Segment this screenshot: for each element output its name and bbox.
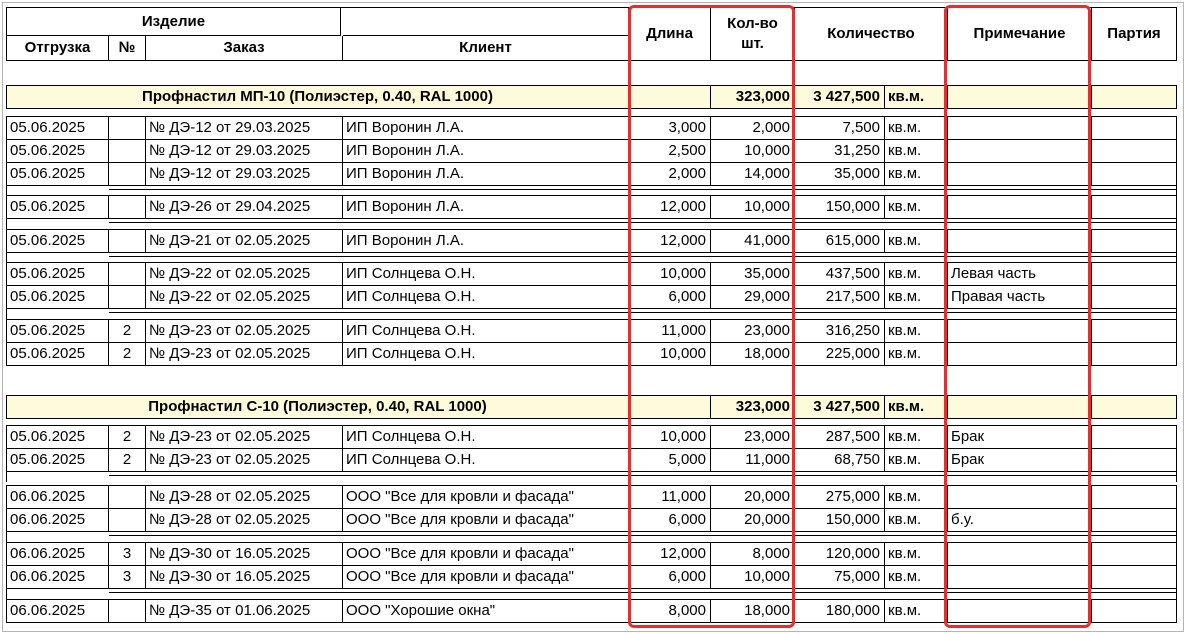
header-qty-pcs-line2: шт. [741, 35, 764, 52]
cell-num [109, 140, 146, 162]
cell-order: № ДЭ-12 от 29.03.2025 [146, 117, 343, 139]
cell-pcs: 8,000 [711, 543, 795, 565]
header-client: Клиент [343, 36, 629, 60]
cell-batch [1092, 426, 1176, 448]
separator-line [109, 189, 1176, 190]
header-product: Изделие [7, 8, 341, 36]
cell-client: ИП Воронин Л.А. [343, 196, 629, 218]
cell-length: 12,000 [629, 196, 711, 218]
cell-date: 06.06.2025 [7, 543, 109, 565]
cell-note: б.у. [948, 509, 1092, 531]
group-header-row [6, 395, 1177, 419]
cell-date: 05.06.2025 [7, 343, 109, 365]
cell-batch [1092, 320, 1176, 342]
cell-length: 10,000 [629, 263, 711, 285]
cell-unit: кв.м. [885, 449, 948, 471]
group-batch [1092, 396, 1176, 418]
cell-num: 2 [109, 320, 146, 342]
header-batch: Партия [1107, 25, 1161, 42]
cell-order: № ДЭ-28 от 02.05.2025 [146, 509, 343, 531]
separator-line [109, 312, 1176, 313]
cell-num: 2 [109, 343, 146, 365]
cell-num: 2 [109, 426, 146, 448]
header-number: № [109, 36, 146, 60]
cell-length: 12,000 [629, 543, 711, 565]
cell-unit: кв.м. [885, 343, 948, 365]
cell-batch [1092, 566, 1176, 588]
group-quantity-total: 3 427,500 [795, 86, 885, 108]
cell-client: ИП Воронин Л.А. [343, 117, 629, 139]
cell-unit: кв.м. [885, 286, 948, 308]
block-separator [6, 531, 1177, 542]
cell-pcs: 10,000 [711, 566, 795, 588]
separator-line [109, 592, 1176, 593]
cell-client: ИП Солнцева О.Н. [343, 286, 629, 308]
cell-pcs: 14,000 [711, 163, 795, 185]
group-pcs-total: 323,000 [711, 86, 795, 108]
cell-date: 05.06.2025 [7, 286, 109, 308]
cell-pcs: 23,000 [711, 320, 795, 342]
cell-batch [1092, 486, 1176, 508]
cell-note: Правая часть [948, 286, 1092, 308]
cell-batch [1092, 543, 1176, 565]
cell-date: 05.06.2025 [7, 320, 109, 342]
cell-note [948, 486, 1092, 508]
cell-date: 05.06.2025 [7, 426, 109, 448]
cell-order: № ДЭ-26 от 29.04.2025 [146, 196, 343, 218]
group-length [629, 396, 711, 418]
cell-num: 3 [109, 543, 146, 565]
cell-qty: 7,500 [795, 117, 885, 139]
table-row [6, 195, 1177, 219]
cell-order: № ДЭ-35 от 01.06.2025 [146, 600, 343, 622]
cell-num [109, 263, 146, 285]
cell-note [948, 343, 1092, 365]
cell-batch [1092, 140, 1176, 162]
table-header [6, 7, 1177, 61]
cell-pcs: 29,000 [711, 286, 795, 308]
cell-note [948, 543, 1092, 565]
cell-length: 11,000 [629, 486, 711, 508]
cell-length: 10,000 [629, 343, 711, 365]
cell-num [109, 230, 146, 252]
cell-qty: 615,000 [795, 230, 885, 252]
group-batch [1092, 86, 1176, 108]
cell-pcs: 20,000 [711, 509, 795, 531]
table-row [6, 565, 1177, 589]
cell-unit: кв.м. [885, 486, 948, 508]
cell-order: № ДЭ-30 от 16.05.2025 [146, 543, 343, 565]
cell-qty: 316,250 [795, 320, 885, 342]
cell-note: Левая часть [948, 263, 1092, 285]
cell-unit: кв.м. [885, 320, 948, 342]
cell-date: 05.06.2025 [7, 163, 109, 185]
cell-qty: 120,000 [795, 543, 885, 565]
cell-client: ИП Солнцева О.Н. [343, 426, 629, 448]
cell-qty: 150,000 [795, 196, 885, 218]
cell-order: № ДЭ-21 от 02.05.2025 [146, 230, 343, 252]
cell-order: № ДЭ-23 от 02.05.2025 [146, 320, 343, 342]
cell-order: № ДЭ-23 от 02.05.2025 [146, 343, 343, 365]
cell-length: 8,000 [629, 600, 711, 622]
cell-date: 05.06.2025 [7, 196, 109, 218]
cell-order: № ДЭ-30 от 16.05.2025 [146, 566, 343, 588]
group-pcs-total: 323,000 [711, 396, 795, 418]
cell-date: 06.06.2025 [7, 566, 109, 588]
group-title: Профнастил С-10 (Полиэстер, 0.40, RAL 1000) [7, 396, 629, 418]
cell-order: № ДЭ-12 от 29.03.2025 [146, 163, 343, 185]
cell-date: 05.06.2025 [7, 117, 109, 139]
cell-unit: кв.м. [885, 117, 948, 139]
cell-date: 05.06.2025 [7, 263, 109, 285]
cell-unit: кв.м. [885, 230, 948, 252]
group-unit: кв.м. [885, 86, 948, 108]
cell-qty: 31,250 [795, 140, 885, 162]
cell-client: ООО "Все для кровли и фасада" [343, 566, 629, 588]
cell-batch [1092, 286, 1176, 308]
group-header-row [6, 85, 1177, 109]
cell-num [109, 117, 146, 139]
cell-pcs: 10,000 [711, 196, 795, 218]
table-row [6, 485, 1177, 509]
cell-qty: 437,500 [795, 263, 885, 285]
cell-order: № ДЭ-22 от 02.05.2025 [146, 286, 343, 308]
cell-unit: кв.м. [885, 140, 948, 162]
cell-pcs: 20,000 [711, 486, 795, 508]
cell-unit: кв.м. [885, 426, 948, 448]
cell-client: ИП Воронин Л.А. [343, 230, 629, 252]
cell-pcs: 18,000 [711, 600, 795, 622]
cell-note [948, 320, 1092, 342]
cell-date: 05.06.2025 [7, 449, 109, 471]
cell-length: 6,000 [629, 286, 711, 308]
block-separator [6, 588, 1177, 599]
group-unit: кв.м. [885, 396, 948, 418]
cell-unit: кв.м. [885, 543, 948, 565]
cell-length: 6,000 [629, 509, 711, 531]
cell-note [948, 117, 1092, 139]
table-row [6, 599, 1177, 623]
cell-batch [1092, 343, 1176, 365]
cell-length: 6,000 [629, 566, 711, 588]
cell-client: ИП Воронин Л.А. [343, 140, 629, 162]
cell-qty: 180,000 [795, 600, 885, 622]
cell-batch [1092, 509, 1176, 531]
cell-client: ИП Солнцева О.Н. [343, 320, 629, 342]
cell-client: ИП Воронин Л.А. [343, 163, 629, 185]
cell-order: № ДЭ-28 от 02.05.2025 [146, 486, 343, 508]
separator-line [109, 256, 1176, 257]
cell-length: 5,000 [629, 449, 711, 471]
cell-pcs: 41,000 [711, 230, 795, 252]
cell-num: 2 [109, 449, 146, 471]
cell-qty: 287,500 [795, 426, 885, 448]
cell-client: ООО "Хорошие окна" [343, 600, 629, 622]
cell-length: 12,000 [629, 230, 711, 252]
table-row [6, 139, 1177, 163]
cell-length: 2,500 [629, 140, 711, 162]
table-row [6, 508, 1177, 532]
cell-batch [1092, 196, 1176, 218]
cell-order: № ДЭ-23 от 02.05.2025 [146, 426, 343, 448]
cell-qty: 68,750 [795, 449, 885, 471]
cell-unit: кв.м. [885, 600, 948, 622]
cell-qty: 75,000 [795, 566, 885, 588]
cell-unit: кв.м. [885, 566, 948, 588]
cell-batch [1092, 230, 1176, 252]
cell-date: 06.06.2025 [7, 486, 109, 508]
cell-num: 3 [109, 566, 146, 588]
cell-unit: кв.м. [885, 509, 948, 531]
cell-length: 2,000 [629, 163, 711, 185]
table-row [6, 262, 1177, 286]
group-note [948, 86, 1092, 108]
table-row [6, 162, 1177, 186]
cell-unit: кв.м. [885, 263, 948, 285]
cell-date: 06.06.2025 [7, 600, 109, 622]
table-row [6, 542, 1177, 566]
table-row [6, 425, 1177, 449]
cell-note [948, 566, 1092, 588]
block-separator [6, 218, 1177, 229]
table-row [6, 448, 1177, 472]
cell-pcs: 10,000 [711, 140, 795, 162]
cell-client: ООО "Все для кровли и фасада" [343, 543, 629, 565]
block-separator [6, 308, 1177, 319]
separator-line [109, 222, 1176, 223]
cell-pcs: 35,000 [711, 263, 795, 285]
cell-qty: 217,500 [795, 286, 885, 308]
header-length: Длина [629, 8, 711, 60]
cell-order: № ДЭ-22 от 02.05.2025 [146, 263, 343, 285]
cell-unit: кв.м. [885, 196, 948, 218]
cell-client: ИП Солнцева О.Н. [343, 263, 629, 285]
cell-order: № ДЭ-23 от 02.05.2025 [146, 449, 343, 471]
table-row [6, 229, 1177, 253]
header-order: Заказ [146, 36, 343, 60]
cell-date: 05.06.2025 [7, 140, 109, 162]
cell-num [109, 509, 146, 531]
cell-note: Брак [948, 449, 1092, 471]
cell-num [109, 600, 146, 622]
table-row [6, 116, 1177, 140]
table-row [6, 342, 1177, 366]
cell-batch [1092, 263, 1176, 285]
group-length [629, 86, 711, 108]
cell-length: 11,000 [629, 320, 711, 342]
cell-client: ООО "Все для кровли и фасада" [343, 509, 629, 531]
cell-num [109, 163, 146, 185]
cell-date: 06.06.2025 [7, 509, 109, 531]
cell-pcs: 2,000 [711, 117, 795, 139]
cell-note [948, 163, 1092, 185]
cell-batch [1092, 163, 1176, 185]
separator-line [109, 535, 1176, 536]
separator-line [109, 475, 1176, 476]
group-quantity-total: 3 427,500 [795, 396, 885, 418]
cell-pcs: 11,000 [711, 449, 795, 471]
cell-client: ООО "Все для кровли и фасада" [343, 486, 629, 508]
cell-pcs: 18,000 [711, 343, 795, 365]
block-separator [6, 471, 1177, 482]
cell-date: 05.06.2025 [7, 230, 109, 252]
cell-batch [1092, 117, 1176, 139]
header-qty-pcs-line1: Кол-во [727, 15, 778, 32]
group-title: Профнастил МП-10 (Полиэстер, 0.40, RAL 1000) [7, 86, 629, 108]
table-row [6, 285, 1177, 309]
cell-note [948, 230, 1092, 252]
cell-num [109, 286, 146, 308]
cell-order: № ДЭ-12 от 29.03.2025 [146, 140, 343, 162]
table-row [6, 319, 1177, 343]
group-note [948, 396, 1092, 418]
header-qty-pcs [711, 8, 795, 60]
cell-note [948, 196, 1092, 218]
cell-qty: 35,000 [795, 163, 885, 185]
cell-note: Брак [948, 426, 1092, 448]
header-product-span [343, 8, 629, 36]
cell-client: ИП Солнцева О.Н. [343, 343, 629, 365]
cell-length: 3,000 [629, 117, 711, 139]
cell-pcs: 23,000 [711, 426, 795, 448]
cell-qty: 150,000 [795, 509, 885, 531]
cell-unit: кв.м. [885, 163, 948, 185]
cell-num [109, 196, 146, 218]
cell-num [109, 486, 146, 508]
cell-qty: 225,000 [795, 343, 885, 365]
cell-client: ИП Солнцева О.Н. [343, 449, 629, 471]
header-shipment: Отгрузка [7, 36, 109, 60]
cell-qty: 275,000 [795, 486, 885, 508]
header-note: Примечание [948, 8, 1092, 60]
cell-note [948, 140, 1092, 162]
header-quantity: Количество [795, 8, 948, 60]
cell-batch [1092, 600, 1176, 622]
cell-note [948, 600, 1092, 622]
cell-batch [1092, 449, 1176, 471]
cell-length: 10,000 [629, 426, 711, 448]
